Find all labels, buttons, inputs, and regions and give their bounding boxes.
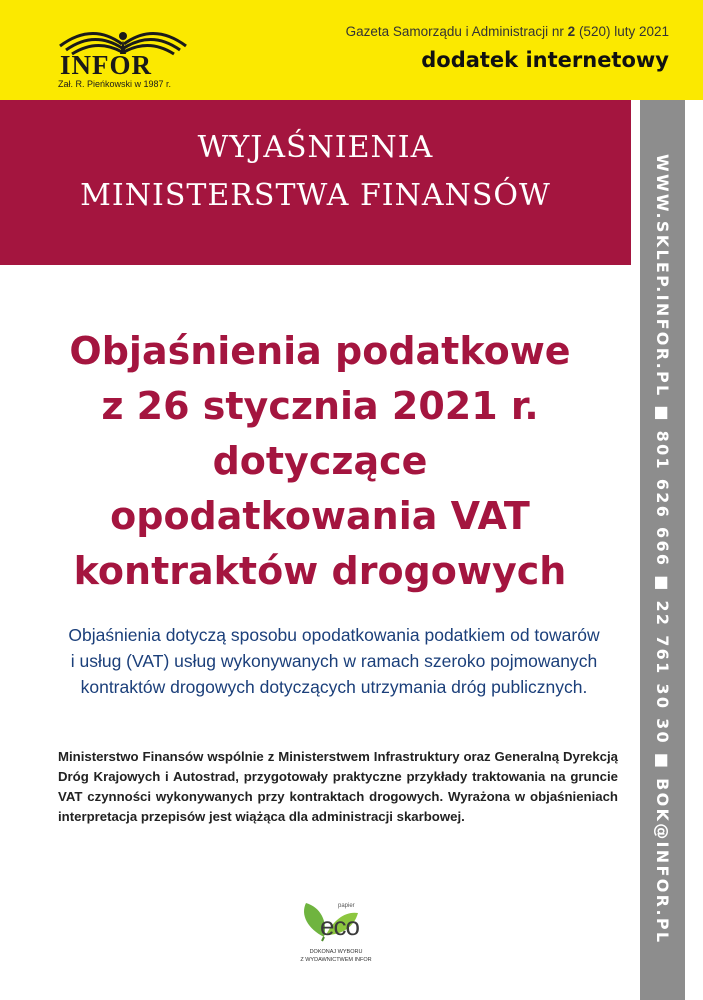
banner-title-line2: MINISTERSTWA FINANSÓW bbox=[80, 178, 551, 213]
lead-line: i usług (VAT) usług wykonywanych w ramach szeroko pojmowanych bbox=[70, 651, 598, 671]
title-line: Objaśnienia podatkowe bbox=[69, 329, 571, 373]
issue-number: 2 bbox=[567, 24, 576, 39]
eco-badge bbox=[286, 893, 386, 973]
lead-line: kontraktów drogowych dotyczących utrzymania dróg publicznych. bbox=[80, 677, 588, 697]
title-line: z 26 stycznia 2021 r. bbox=[101, 384, 539, 428]
lead-line: Objaśnienia dotyczą sposobu opodatkowania podatkiem od towarów bbox=[68, 625, 600, 645]
supplement-label: dodatek internetowy bbox=[421, 48, 669, 72]
lead-paragraph bbox=[40, 622, 628, 700]
logo-subtitle: Zał. R. Pieńkowski w 1987 r. bbox=[58, 79, 172, 89]
publication-suffix: (520) luty 2021 bbox=[575, 24, 669, 39]
publication-info bbox=[346, 24, 669, 39]
publication-prefix: Gazeta Samorządu i Administracji nr bbox=[345, 24, 568, 39]
document-title bbox=[40, 324, 600, 599]
banner-title-line1: WYJAŚNIENIA bbox=[197, 130, 434, 165]
eco-wordmark: eco bbox=[320, 911, 359, 941]
logo-wordmark: INFOR bbox=[60, 50, 152, 80]
infor-logo[interactable] bbox=[52, 22, 194, 90]
eco-caption-1: DOKONAJ WYBORU bbox=[309, 949, 363, 955]
header-bar bbox=[0, 0, 703, 100]
title-line: dotyczące bbox=[212, 439, 428, 483]
contact-info-text[interactable]: WWW.SKLEP.INFOR.PL ■ 801 626 666 ■ 22 761 30 30 ■ BOK@INFOR.PL bbox=[653, 154, 672, 945]
title-line: opodatkowania VAT bbox=[110, 494, 530, 538]
title-line: kontraktów drogowych bbox=[73, 549, 567, 593]
body-paragraph: Ministerstwo Finansów wspólnie z Ministerstwem Infrastruktury oraz Generalną Dyrekcją Dróg Krajowych i Autostrad, przygotowały praktyczne przykłady traktowania na gruncie VAT czynności wykonywanych przy kontraktach drogowych. Wyrażona w objaśnieniach interpretacja przepisów jest wiążąca dla administracji skarbowej. bbox=[58, 749, 618, 824]
eco-caption-2: Z WYDAWNICTWEM INFOR bbox=[300, 957, 372, 963]
eco-small-label: papier bbox=[338, 903, 355, 909]
